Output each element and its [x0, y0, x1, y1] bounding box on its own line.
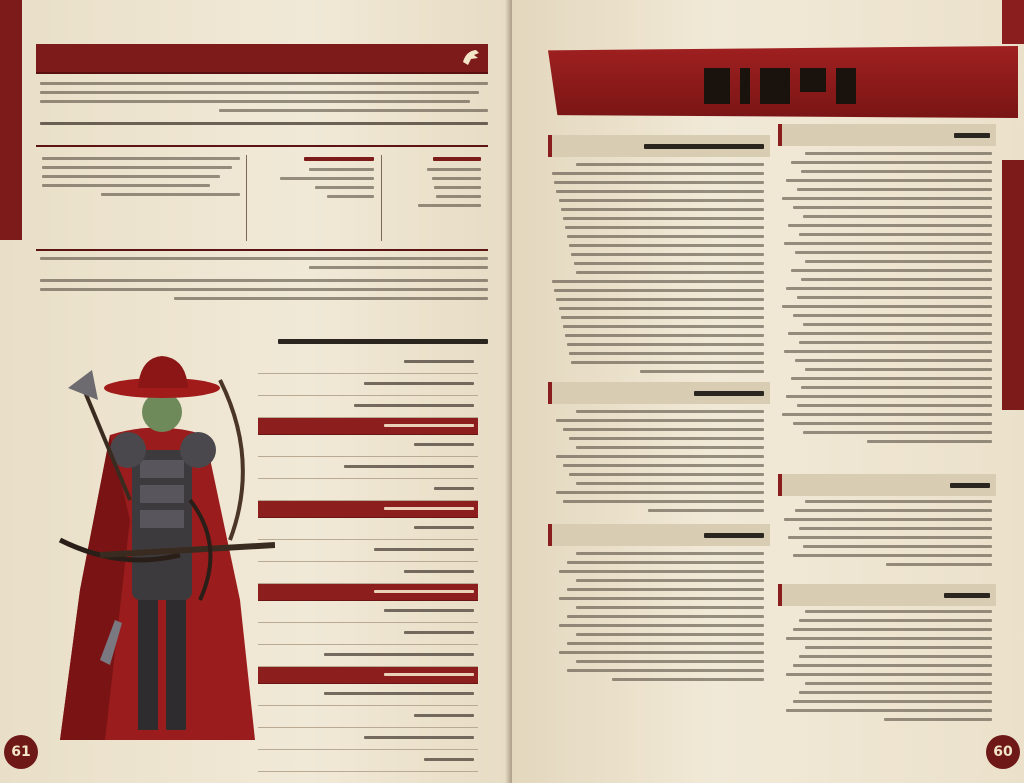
text-line: [571, 253, 764, 256]
text-line: [793, 664, 992, 667]
section-header: [548, 135, 770, 157]
progression-row: [258, 706, 478, 728]
text-line: [559, 624, 764, 627]
text-line: [795, 359, 992, 362]
text-line: [805, 500, 992, 503]
text-line: [884, 718, 992, 721]
progression-row: [258, 601, 478, 623]
text-line: [795, 251, 992, 254]
progression-row-text: [384, 609, 474, 612]
left-equipment-text: [40, 257, 488, 306]
progression-row: [258, 562, 478, 584]
left-intro-text: [40, 82, 488, 131]
text-line: [552, 280, 764, 283]
progression-row: [258, 623, 478, 645]
progression-row-text: [354, 404, 474, 407]
text-line: [886, 563, 992, 566]
section-header: [548, 382, 770, 404]
progression-row-text: [424, 758, 474, 761]
text-line: [559, 597, 764, 600]
left-heading-bar: [36, 44, 488, 74]
text-line: [786, 709, 992, 712]
text-line: [563, 325, 764, 328]
text-line: [567, 343, 764, 346]
progression-row-text: [384, 507, 474, 510]
text-line: [567, 615, 764, 618]
text-line: [563, 428, 764, 431]
text-line: [782, 413, 992, 416]
stat-col-left: [42, 157, 240, 202]
text-line: [803, 545, 992, 548]
text-line: [793, 422, 992, 425]
text-line: [803, 431, 992, 434]
text-line: [567, 561, 764, 564]
text-line: [567, 588, 764, 591]
text-line: [563, 500, 764, 503]
character-illustration: [40, 340, 275, 760]
text-line: [784, 518, 992, 521]
progression-row-text: [414, 526, 474, 529]
text-line: [552, 172, 764, 175]
right-top-tab: [1002, 0, 1024, 44]
text-line: [805, 610, 992, 613]
text-line: [576, 579, 764, 582]
section-body: [550, 410, 764, 518]
progression-row: [258, 728, 478, 750]
text-line: [648, 509, 764, 512]
progression-row-text: [364, 736, 474, 739]
text-line: [567, 669, 764, 672]
text-line: [554, 289, 764, 292]
text-line: [571, 361, 764, 364]
progression-row-text: [414, 714, 474, 717]
progression-row: [258, 479, 478, 501]
text-line: [867, 440, 992, 443]
section-header: [778, 124, 996, 146]
dragon-head-icon: [460, 47, 482, 69]
text-line: [799, 619, 992, 622]
text-line: [793, 628, 992, 631]
text-line: [803, 215, 992, 218]
text-line: [559, 651, 764, 654]
text-line: [784, 350, 992, 353]
text-line: [576, 446, 764, 449]
text-line: [782, 197, 992, 200]
text-line: [799, 655, 992, 658]
section-body: [780, 610, 992, 727]
text-line: [556, 455, 764, 458]
text-line: [576, 552, 764, 555]
text-line: [788, 536, 992, 539]
right-page-number: 60: [986, 735, 1020, 769]
text-line: [556, 419, 764, 422]
text-line: [788, 224, 992, 227]
progression-row: [258, 540, 478, 562]
text-line: [567, 235, 764, 238]
text-line: [801, 278, 992, 281]
text-line: [554, 181, 764, 184]
text-line: [784, 242, 992, 245]
section-body: [780, 500, 992, 572]
progression-row: [258, 435, 478, 457]
text-line: [576, 271, 764, 274]
section-body: [550, 163, 764, 379]
text-line: [801, 386, 992, 389]
text-line: [559, 570, 764, 573]
text-line: [805, 152, 992, 155]
text-line: [569, 437, 764, 440]
progression-row: [258, 750, 478, 772]
progression-row-text: [414, 443, 474, 446]
text-line: [786, 179, 992, 182]
text-line: [797, 404, 992, 407]
text-line: [797, 188, 992, 191]
text-line: [786, 395, 992, 398]
progression-row-text: [384, 424, 474, 427]
text-line: [799, 527, 992, 530]
progression-row-text: [404, 570, 474, 573]
text-line: [569, 473, 764, 476]
progression-row-text: [374, 548, 474, 551]
progression-band: [258, 584, 478, 601]
progression-band: [258, 667, 478, 684]
text-line: [565, 334, 764, 337]
progression-row-text: [324, 692, 474, 695]
text-line: [574, 262, 764, 265]
text-line: [797, 296, 992, 299]
text-line: [612, 678, 764, 681]
progression-title: [262, 331, 488, 351]
section-header: [778, 584, 996, 606]
text-line: [791, 377, 992, 380]
section-header: [778, 474, 996, 496]
text-line: [556, 190, 764, 193]
text-line: [805, 260, 992, 263]
text-line: [565, 226, 764, 229]
text-line: [559, 307, 764, 310]
left-page-number: 61: [4, 735, 38, 769]
progression-band: [258, 418, 478, 435]
text-line: [569, 244, 764, 247]
text-line: [576, 410, 764, 413]
text-line: [556, 298, 764, 301]
text-line: [567, 642, 764, 645]
text-line: [801, 170, 992, 173]
progression-row: [258, 352, 478, 374]
stat-col-middle: [256, 157, 374, 204]
progression-row-text: [404, 631, 474, 634]
progression-row: [258, 518, 478, 540]
text-line: [803, 323, 992, 326]
text-line: [569, 352, 764, 355]
stat-col-right: [391, 157, 481, 213]
text-line: [786, 637, 992, 640]
text-line: [559, 199, 764, 202]
text-line: [799, 691, 992, 694]
progression-row-text: [434, 487, 474, 490]
text-line: [805, 368, 992, 371]
text-line: [563, 217, 764, 220]
progression-row: [258, 374, 478, 396]
text-line: [799, 341, 992, 344]
text-line: [556, 491, 764, 494]
text-line: [576, 163, 764, 166]
section-body: [550, 552, 764, 687]
text-line: [640, 370, 764, 373]
text-line: [791, 269, 992, 272]
text-line: [561, 316, 764, 319]
progression-row: [258, 684, 478, 706]
text-line: [576, 660, 764, 663]
progression-row-text: [364, 382, 474, 385]
stat-box: [36, 145, 488, 251]
progression-row: [258, 457, 478, 479]
text-line: [799, 233, 992, 236]
progression-table: [258, 352, 478, 772]
progression-row: [258, 645, 478, 667]
progression-row: [258, 396, 478, 418]
text-line: [563, 464, 764, 467]
progression-row-text: [374, 590, 474, 593]
text-line: [805, 682, 992, 685]
text-line: [788, 332, 992, 335]
chapter-title-glyphs: [700, 60, 860, 110]
section-body: [780, 152, 992, 449]
text-line: [786, 287, 992, 290]
left-side-tab: [0, 0, 22, 240]
text-line: [576, 482, 764, 485]
progression-row-text: [384, 673, 474, 676]
section-header: [548, 524, 770, 546]
progression-row-text: [344, 465, 474, 468]
progression-row-text: [324, 653, 474, 656]
text-line: [793, 554, 992, 557]
text-line: [795, 509, 992, 512]
text-line: [793, 206, 992, 209]
text-line: [786, 673, 992, 676]
progression-band: [258, 501, 478, 518]
text-line: [561, 208, 764, 211]
text-line: [576, 606, 764, 609]
text-line: [793, 314, 992, 317]
text-line: [793, 700, 992, 703]
text-line: [791, 161, 992, 164]
text-line: [576, 633, 764, 636]
progression-row-text: [404, 360, 474, 363]
right-side-tab: [1002, 160, 1024, 410]
text-line: [805, 646, 992, 649]
text-line: [782, 305, 992, 308]
